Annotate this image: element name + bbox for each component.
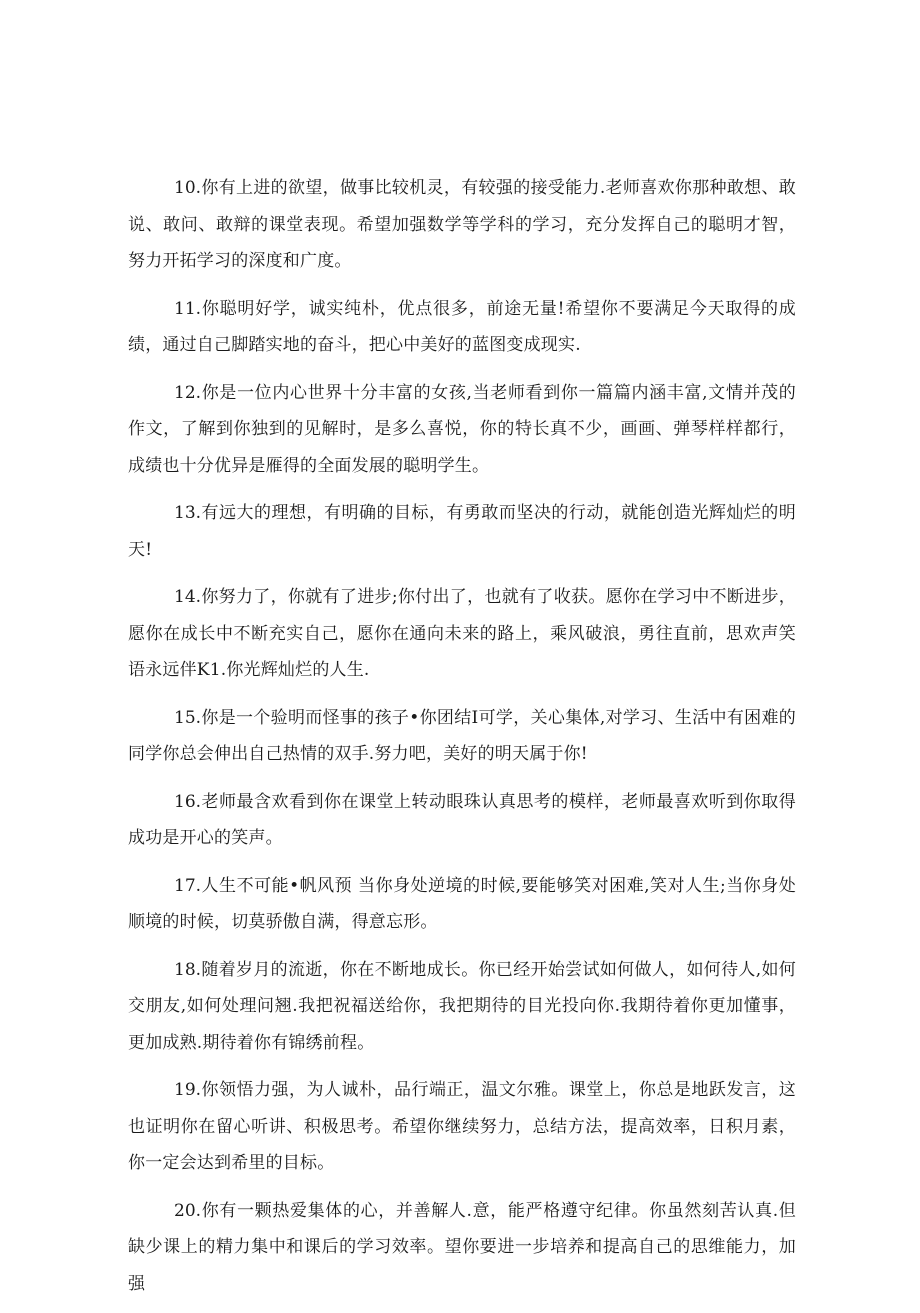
paragraph-text: .老师最含欢看到你在课堂上转动眼珠认真思考的模样，老师最喜欢听到你取得成功是开心的笑声。 xyxy=(128,791,796,848)
paragraph-number: 20 xyxy=(174,1200,196,1221)
paragraph-number: 19 xyxy=(174,1080,196,1100)
paragraph-16 xyxy=(128,784,796,857)
paragraph-19 xyxy=(128,1072,796,1182)
paragraph-number: 14 xyxy=(174,587,196,607)
paragraph-number: 16 xyxy=(174,791,196,812)
paragraph-text: .你有一颗热爱集体的心，并善解人.意，能严格遵守纪律。你虽然刻苦认真.但缺少课上的精力集中和课后的学习效率。望你要进一步培养和提高自己的思维能力，加强 xyxy=(128,1200,796,1294)
paragraph-15 xyxy=(128,700,796,773)
paragraph-14 xyxy=(128,579,796,689)
paragraph-10 xyxy=(128,170,796,280)
paragraph-20 xyxy=(128,1193,796,1303)
paragraph-text: .你是一位内心世界十分丰富的女孩,当老师看到你一篇篇内涵丰富,文情并茂的作文，了解到你独到的见解时，是多么喜悦，你的特长真不少，画画、弹琴样样都行，成绩也十分优异是雁得的全面发展的聪明学生。 xyxy=(128,382,796,476)
paragraph-text: .人生不可能•帆风预 当你身处逆境的时候,要能够笑对困难,笑对人生;当你身处顺境的时候，切莫骄傲自满，得意忘形。 xyxy=(128,875,796,932)
paragraph-text: .有远大的理想，有明确的目标，有勇敢而坚决的行动，就能创造光辉灿烂的明天! xyxy=(128,503,796,560)
paragraph-11 xyxy=(128,291,796,364)
paragraph-12 xyxy=(128,375,796,485)
paragraph-number: 12 xyxy=(174,382,196,403)
paragraph-17 xyxy=(128,868,796,941)
paragraph-18 xyxy=(128,952,796,1062)
paragraph-13 xyxy=(128,495,796,568)
paragraph-number: 15 xyxy=(174,707,196,728)
paragraph-text: .你领悟力强，为人诚朴，品行端正，温文尔雅。课堂上，你总是地跃发言，这也证明你在留心听讲、积极思考。希望你继续努力，总结方法，提高效率，日积月素，你一定会达到希里的目标。 xyxy=(128,1080,796,1173)
paragraph-number: 17 xyxy=(174,875,196,896)
document-body xyxy=(128,170,796,1313)
paragraph-text: .随着岁月的流逝，你在不断地成长。你已经开始尝试如何做人，如何待人,如何交朋友,如何处理问翘.我把祝福送给你，我把期待的目光投向你.我期待着你更加懂事，更加成熟.期待着你有锦绣前程。 xyxy=(128,959,796,1053)
paragraph-text: .你是一个验明而怪事的孩子•你团结I可学，关心集体,对学习、生活中有困难的同学你总会伸出自己热情的双手.努力吧，美好的明天属于你! xyxy=(128,707,796,764)
paragraph-text: .你聪明好学，诚实纯朴，优点很多，前途无量!希望你不要满足今天取得的成绩，通过自己脚踏实地的奋斗，把心中美好的蓝图变成现实. xyxy=(128,298,796,355)
paragraph-number: 11 xyxy=(174,298,196,319)
paragraph-text: .你有上进的欲望，做事比较机灵，有较强的接受能力.老师喜欢你那种敢想、敢说、敢问、敢辩的课堂表现。希望加强数学等学科的学习，充分发挥自己的聪明才智，努力开拓学习的深度和广度。 xyxy=(128,178,796,271)
paragraph-number: 18 xyxy=(174,959,196,980)
paragraph-number: 13 xyxy=(174,503,196,523)
paragraph-text: .你努力了，你就有了进步;你付出了，也就有了收获。愿你在学习中不断进步，愿你在成长中不断充实自己，愿你在通向未来的路上，乘风破浪，勇往直前，思欢声笑语永远伴K1.你光辉灿烂的人生. xyxy=(128,587,796,680)
paragraph-number: 10 xyxy=(174,178,196,198)
